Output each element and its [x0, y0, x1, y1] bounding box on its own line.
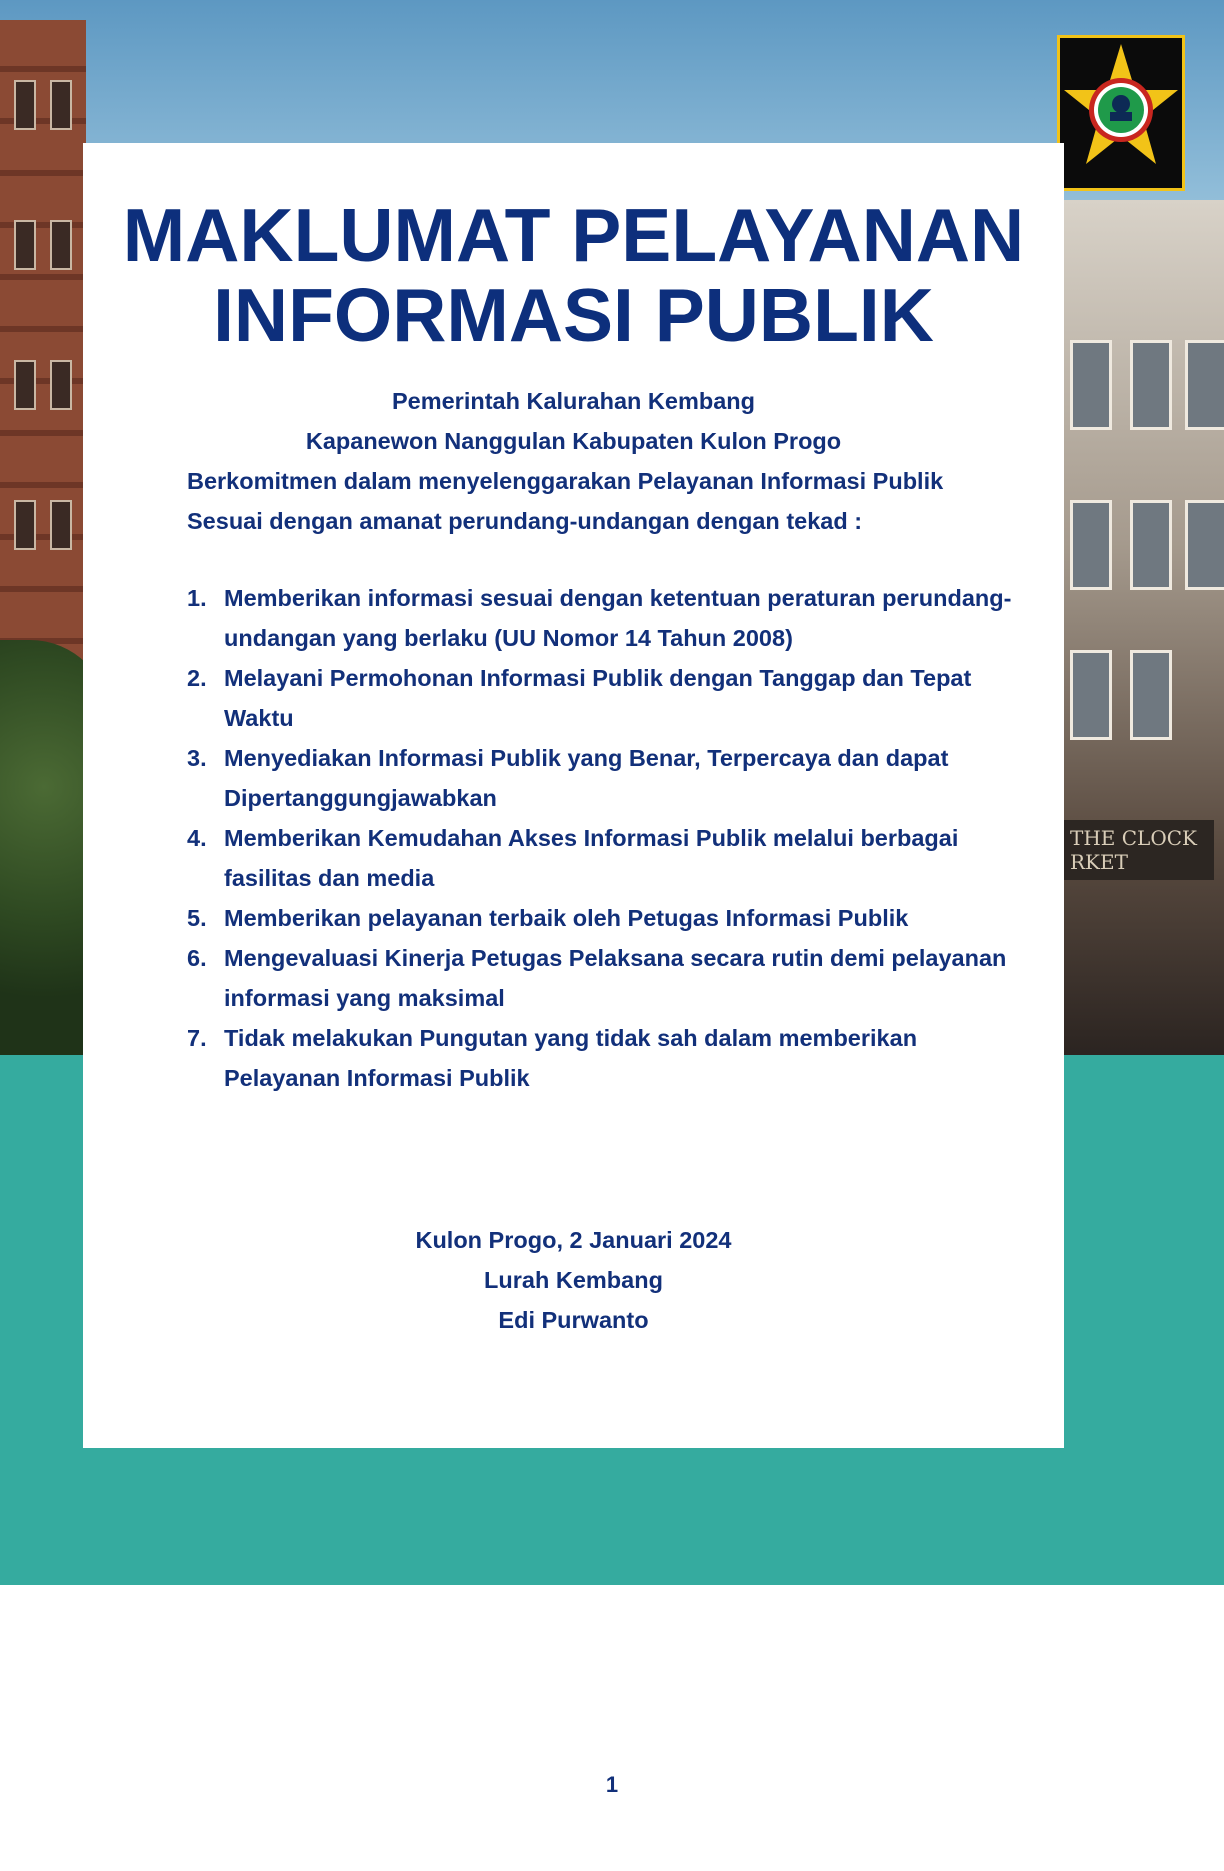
signer-position: Lurah Kembang [484, 1267, 663, 1293]
list-number: 5. [187, 905, 207, 931]
list-number: 2. [187, 665, 207, 691]
building-window [1130, 650, 1172, 740]
place-date: Kulon Progo, 2 Januari 2024 [415, 1227, 732, 1253]
intro-line: Pemerintah Kalurahan Kembang [391, 388, 756, 414]
intro-line: Kapanewon Nanggulan Kabupaten Kulon Progo [305, 428, 842, 454]
list-number: 3. [187, 745, 207, 771]
list-item [187, 818, 1027, 898]
announcement-card [83, 143, 1064, 1448]
building-window [14, 80, 36, 130]
signer-name: Edi Purwanto [498, 1307, 649, 1333]
building-window [1130, 340, 1172, 430]
list-text: Mengevaluasi Kinerja Petugas Pelaksana secara rutin demi pelayanan informasi yang maksimal [224, 945, 1007, 1011]
building-window [1185, 340, 1224, 430]
list-text: Memberikan informasi sesuai dengan ketentuan peraturan perundang-undangan yang berlaku (UU Nomor 14 Tahun 2008) [224, 585, 1012, 651]
list-number: 6. [187, 945, 207, 971]
list-text: Menyediakan Informasi Publik yang Benar, Terpercaya dan dapat Dipertanggungjawabkan [224, 745, 949, 811]
building-window [1070, 340, 1112, 430]
page-number: 1 [605, 1772, 619, 1797]
intro-line: Berkomitmen dalam menyelenggarakan Pelayanan Informasi Publik [187, 468, 944, 494]
list-item [187, 738, 1027, 818]
list-number: 7. [187, 1025, 207, 1051]
store-sign: THE CLOCK RKET [1064, 820, 1214, 880]
list-item [187, 1018, 1027, 1098]
list-item [187, 658, 1027, 738]
intro-block [83, 381, 1064, 541]
list-text: Tidak melakukan Pungutan yang tidak sah dalam memberikan Pelayanan Informasi Publik [224, 1025, 918, 1091]
building-window [1070, 650, 1112, 740]
commitment-list [187, 578, 1027, 1098]
emblem-star-icon [1060, 38, 1182, 188]
title-line: MAKLUMAT PELAYANAN [122, 193, 1025, 277]
building-window [50, 360, 72, 410]
right-building [1060, 200, 1224, 1055]
signature-block [83, 1220, 1064, 1340]
list-text: Memberikan Kemudahan Akses Informasi Publik melalui berbagai fasilitas dan media [224, 825, 959, 891]
building-window [14, 500, 36, 550]
regency-emblem [1057, 35, 1185, 191]
title-line: INFORMASI PUBLIK [213, 273, 934, 357]
building-window [1130, 500, 1172, 590]
list-number: 4. [187, 825, 207, 851]
building-window [1070, 500, 1112, 590]
list-item [187, 578, 1027, 658]
list-text: Melayani Permohonan Informasi Publik dengan Tanggap dan Tepat Waktu [224, 665, 972, 731]
intro-line: Sesuai dengan amanat perundang-undangan dengan tekad : [187, 508, 863, 534]
list-text: Memberikan pelayanan terbaik oleh Petugas Informasi Publik [224, 905, 909, 931]
list-number: 1. [187, 585, 207, 611]
building-window [14, 220, 36, 270]
building-window [1185, 500, 1224, 590]
building-window [50, 80, 72, 130]
page-title [83, 195, 1064, 355]
list-item [187, 938, 1027, 1018]
building-window [14, 360, 36, 410]
building-window [50, 220, 72, 270]
building-window [50, 500, 72, 550]
list-item [187, 898, 1027, 938]
